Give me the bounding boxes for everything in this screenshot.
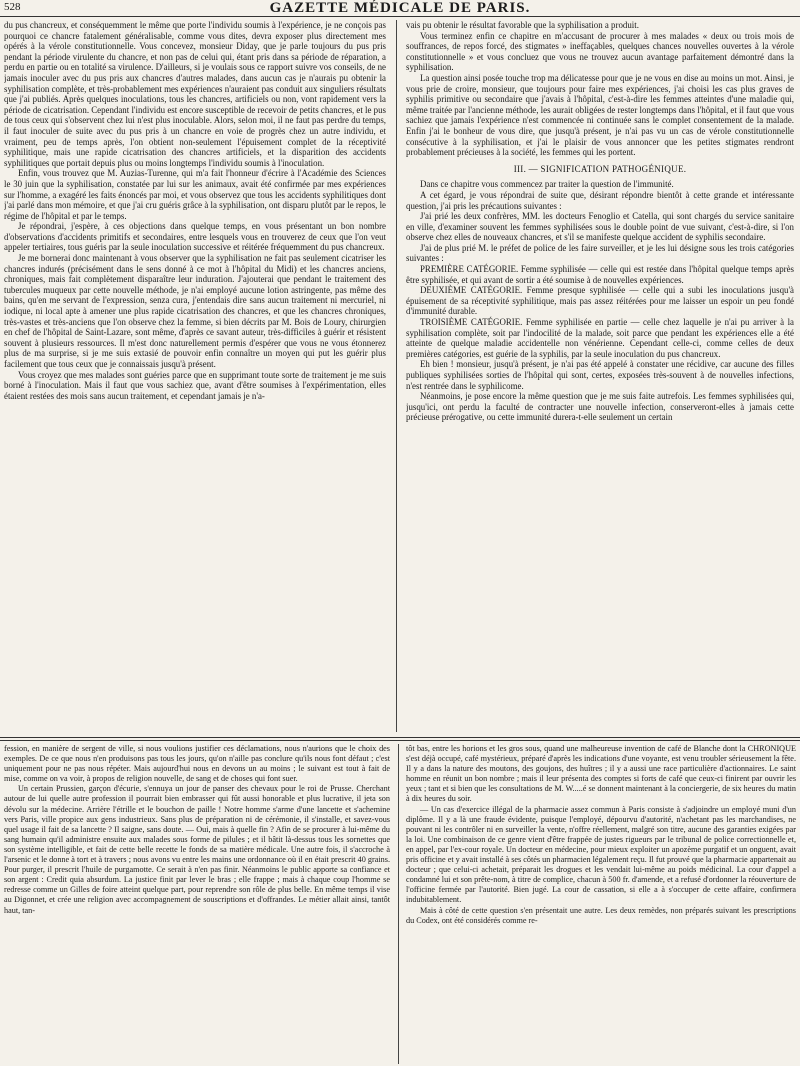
paragraph: Un certain Prussien, garçon d'écurie, s'ennuya un jour de panser des chevaux pour le roi de Prusse. Cherchant autour de lui quelle autre profession il pourrait bien embrasser qui fût aussi honorable et plus lucrative, il jeta son dévolu sur la médecine. Arrière l'étrille et le bouchon de paille ! Notre homme s'arme d'une lancette et s'achemine vers Paris, ville propice aux gens industrieux. Sans plus de préparation ni de cérémonie, il s'installe, et savez-vous quel usage il fait de sa lancette ? Il saigne, sans doute. — Oui, mais à quelle fin ? Afin de se procurer à lui-même du sang humain qu'il administre ensuite aux malades sous forme de pilules ; et il bâtit là-dessus tous les sornettes que son système intelligible, et fait de cette belle recette le fonds de sa matière médicale. Une autre fois, il s'accroche à l'arsenic et le donne à tort et à travers ; nous avons vu entre les mains une ordonnance où il en était prescrit 40 grains. Pour purger, il prescrit l'huile de purgamotte. Ce serait à n'en pas finir. Néanmoins le public apporte sa confiance et son argent : Credit quia absurdum. La justice finit par lever le bras ; elle frappe ; mais à chaque coup l'homme se redresse comme un Gilles de foire atteint quelque part, pour reprendre son rôle de plus belle. En même temps il vise au Digonnet, et crée une religion avec accompagnement de souscriptions et d'offrandes. Le métier allait ainsi, tantôt haut, tan- bbox=[4, 784, 390, 915]
category-paragraph: TROISIÈME CATÉGORIE. Femme syphilisée en partie — celle chez laquelle je n'ai pu arriver à la syphilisation complète, soit par l'indocilité de la malade, soit parce que pendant les expériences elle a été atteinte de quelque maladie accidentelle non vénérienne. Cependant celle-ci, comme celles de deux premières catégories, est guérie de la syphilis, par la seule inoculation du pus chancreux. bbox=[406, 317, 794, 359]
category-paragraph: PREMIÈRE CATÉGORIE. Femme syphilisée — celle qui est restée dans l'hôpital quelque temps après être syphilisée, et qui avant de sortir a été soumise à de nouvelles expériences. bbox=[406, 264, 794, 285]
paragraph: La question ainsi posée touche trop ma délicatesse pour que je ne vous en dise au moins un mot. Ainsi, je vous prie de croire, monsieur, que toujours pour faire mes expériences, j'ai choisi les cas plus graves de syphilis primitive ou secondaire que j'avais à l'hôpital, c'est-à-dire les femmes atteintes d'une maladie qui, même traitée par l'ancienne méthode, les aurait obligées de rester longtemps dans l'hôpital, et il faut que vous sachiez que jamais l'expérience n'est commencée ni continuée sans le complet consentement de la malade. Enfin j'ai le bonheur de vous dire, que jusqu'à présent, je n'ai pas vu un cas de vérole constitutionnelle consécutive à la syphilisation, et j'ai le plaisir de vous annoncer que les petites stigmates rendront probablement précieuses à la société, les femmes qui les portent. bbox=[406, 72, 794, 158]
section-heading: III. — SIGNIFICATION PATHOGÉNIQUE. bbox=[513, 163, 687, 174]
column-divider bbox=[396, 20, 397, 732]
paragraph: Vous terminez enfin ce chapitre en m'accusant de procurer à mes malades « deux ou trois mois de souffrances, de repos forcé, des stigmates » ineffaçables, quelques chances nouvelles ouvertes à la vérole constitutionnelle » et vous concluez que vous ne trouvez aucun avantage parfaitement démontré dans la syphilisation. bbox=[406, 30, 794, 73]
paragraph: Eh bien ! monsieur, jusqu'à présent, je n'ai pas été appelé à constater une récidive, car aucune des filles publiques syphilisées sorties de l'hôpital qui sont, certes, exposées très-souvent à de nouvelles infections, n'est rentrée dans le syphilicome. bbox=[406, 359, 794, 391]
paragraph: du pus chancreux, et conséquemment le même que porte l'individu soumis à l'expérience, je ne conçois pas pourquoi ce chancre fatalement généralisable, comme vous dites, devra exposer plus directement mes opérés à la vérole constitutionnelle. Vous concevez, monsieur Diday, que je parle toujours du pus pris pendant la période virulente du chancre, et non pas de celui qui, étant pris dans sa période de réparation, a perdu en partie ou en totalité sa virulence. D'ailleurs, si je voulais sous ce rapport suivre vos conseils, de ne jamais inoculer avec du pus pris aux chancres d'autres malades, dans aucun cas je n'aurais pu obtenir la syphilisation complète, et très-probablement mes expériences n'auraient pas conduit aux singuliers résultats que j'ai publiés. Après quelques inoculations, tous les chancres, artificiels ou non, vont rapidement vers la période de cicatrisation. Cependant l'individu est encore susceptible de recevoir de petits chancres, et le pus de tous ceux qui s'observent chez lui n'est plus inoculable. Alors, selon moi, il ne faut pas perdre du temps, il faut inoculer de suite avec du pus pris à un chancre en voie de progrès chez un autre individu, et vraiment, peu de temps après, l'on obtient non-seulement l'épuisement complet de la réceptivité syphilitique, mais une rapide cicatrisation des chancres artificiels, et la disparition des accidents syphilitiques que portait depuis plus ou moins longtemps l'individu soumis à l'inoculation. bbox=[4, 20, 386, 168]
feuilleton-divider bbox=[0, 737, 800, 741]
paragraph: J'ai de plus prié M. le préfet de police de les faire surveiller, et je les lui désigne sous les trois catégories suivantes : bbox=[406, 242, 794, 264]
journal-title: GAZETTE MÉDICALE DE PARIS. bbox=[269, 0, 531, 16]
paragraph: J'ai prié les deux confrères, MM. les docteurs Fenoglio et Catella, qui sont chargés du service sanitaire en ville, d'examiner souvent les femmes syphilisées sous le double point de vue suivant, c'est-à-dire, si l'on observe chez elles de nouveaux chancres, et s'il se manifeste quelque accident de syphilis secondaire. bbox=[406, 211, 794, 243]
paragraph: — Un cas d'exercice illégal de la pharmacie assez commun à Paris consiste à s'adjoindre un employé muni d'un diplôme. Il y a là une fraude évidente, puisque l'employé, dépourvu d'autorité, n'achetant pas les marchandises, ne pouvant ni les contrôler ni en surveiller la vente, n'offre réellement, malgré son titre, aucune des garanties exigées par la loi. Une combinaison de ce genre vient d'être frappée de justes rigueurs par le tribunal de police correctionnelle et, en appel, par l'ex-cour royale. Un docteur en médecine, pour mieux exploiter un apozème purgatif et un onguent, avait pris officine et y avait installé à ses côtés un pharmacien légalement reçu. Il fut prouvé que la pharmacie appartenait au docteur ; que celui-ci achetait, préparait les drogues et les vendait lui-même au poids médicinal. La cour d'appel a condamné lui et son prête-nom, à titre de complice, chacun à 500 fr. d'amende, et a refusé d'ordonner la réouverture de l'officine fermée par l'autorité. Bien jugé. La cour de cassation, si elle a à s'occuper de cette affaire, confirmera indubitablement. bbox=[406, 804, 796, 905]
bottom-right-column bbox=[406, 744, 796, 1064]
page-header bbox=[0, 0, 800, 17]
paragraph: Je répondrai, j'espère, à ces objections dans quelque temps, en vous présentant un bon nombre d'observations d'accidents primitifs et secondaires, entre lesquels vous en trouverez de ceux que l'on veut appeler tertiaires, tous guéris par la seule inoculation successive et réitérée fréquemment du pus chancreux. bbox=[4, 221, 386, 253]
paragraph: Enfin, vous trouvez que M. Auzias-Turenne, qui m'a fait l'honneur d'écrire à l'Académie des Sciences le 30 juin que la syphilisation, constatée par lui sur les animaux, avait été confirmée par mes expériences sur l'homme, a exagéré les faits énoncés par moi, et vous observez que tous les accidents syphilitiques dont j'ai parlé dans mon mémoire, et que j'ai cru guéris grâce à la syphilisation, ont disparu plutôt par le repos, le régime de l'hôpital et par le temps. bbox=[4, 168, 386, 221]
paragraph: Néanmoins, je pose encore la même question que je me suis faite autrefois. Les femmes syphilisées qui, jusqu'ici, ont perdu la faculté de contracter une nouvelle infection, conserveront-elles à jamais cette précieuse prérogative, ou cette immunité durera-t-elle seulement un certain bbox=[406, 391, 794, 423]
paragraph: Dans ce chapitre vous commencez par traiter la question de l'immunité. bbox=[420, 179, 674, 190]
paragraph: A cet égard, je vous répondrai de suite que, désirant répondre bientôt à cette grande et intéressante question, j'ai pris les précautions suivantes : bbox=[406, 189, 794, 211]
column-divider bbox=[398, 744, 399, 1064]
paragraph: tôt bas, entre les horions et les gros sous, quand une malheureuse invention de café de Blanche dont la CHRONIQUE s'est déjà occupé, café mystérieux, préparé d'après les indications d'une voyante, est venu troubler sérieusement la fête. Il y a dans la nature des moutons, des goujons, des huîtres ; il y a aussi une race particulière d'actionnaires. Le saint homme en réunit un bon nombre ; mais il leur présenta des comptes si forts de café que ceux-ci finirent par ouvrir les yeux ; tant et si bien que les consultations de M. W.....é se donnent maintenant à la conciergerie, de six heures du matin à dix heures du soir. bbox=[406, 744, 796, 804]
bottom-left-column bbox=[4, 744, 390, 1064]
paragraph: Mais à côté de cette question s'en présentait une autre. Les deux remèdes, non préparés suivant les prescriptions du Codex, ont été considérés comme re- bbox=[406, 905, 796, 925]
paragraph: fession, en manière de sergent de ville, si nous voulions justifier ces déclamations, nous n'aurions que le choix des exemples. De ce que nous n'en produisons pas tous les jours, qu'on n'aille pas conclure qu'ils nous font défaut ; c'est uniquement pour ne pas nous répéter. Mais aujourd'hui nous en devons un au moins ; le suivant est tout à fait de mise, comme on va voir, à propos de religion nouvelle, de sang et de choses qui font suer. bbox=[4, 744, 390, 784]
category-paragraph: DEUXIÈME CATÉGORIE. Femme presque syphilisée — celle qui a subi les inoculations jusqu'à épuisement de sa réceptivité syphilitique, mais pas assez réitérées pour me laisser un espoir un peu fondé d'immunité durable. bbox=[406, 285, 794, 317]
paragraph: Je me bornerai donc maintenant à vous observer que la syphilisation ne fait pas seulement cicatriser les chancres indurés (précisément dans le sens donné à ce mot à l'hôpital du Midi) et les chancres anciens, chroniques, mais fait complètement disparaître leur induration. J'ajouterai que pendant le traitement des tubercules muqueux par cette nouvelle méthode, je n'ai employé aucune lotion astringente, pas même des bains, qu'en me servant de l'expression, senza cura, j'entendais dire sans aucun traitement ni mercuriel, ni iodique, ni local apte à amener une plus rapide cicatrisation des chancres, et que les chancres chroniques, très-vastes et très-anciens que l'on observe chez la femme, si bien décrits par M. Bois de Loury, chirurgien en chef de l'hôpital de Saint-Lazare, sont même, d'après ce savant auteur, très-difficiles à guérir et résistent souvent à plusieurs ressources. Il m'est donc naturellement permis d'espérer que vous ne vous étonnerez plus de ma surprise, si je me suis extasié de pouvoir enfin connaître un moyen qui put les guérir plus facilement que tous ceux que je connaissais jusqu'à présent. bbox=[4, 253, 386, 369]
page-number: 528 bbox=[4, 1, 21, 13]
paragraph: Vous croyez que mes malades sont guéries parce que en supprimant toute sorte de traitement je me suis borné à l'inoculation. Mais il faut que vous sachiez que, avant d'être soumises à l'expérimentation, elles étaient restées des mois sans aucun traitement, et cependant jamais je n'a- bbox=[4, 369, 386, 401]
paragraph: vais pu obtenir le résultat favorable que la syphilisation a produit. bbox=[406, 20, 639, 30]
top-right-column bbox=[406, 20, 794, 732]
top-left-column bbox=[4, 20, 386, 732]
